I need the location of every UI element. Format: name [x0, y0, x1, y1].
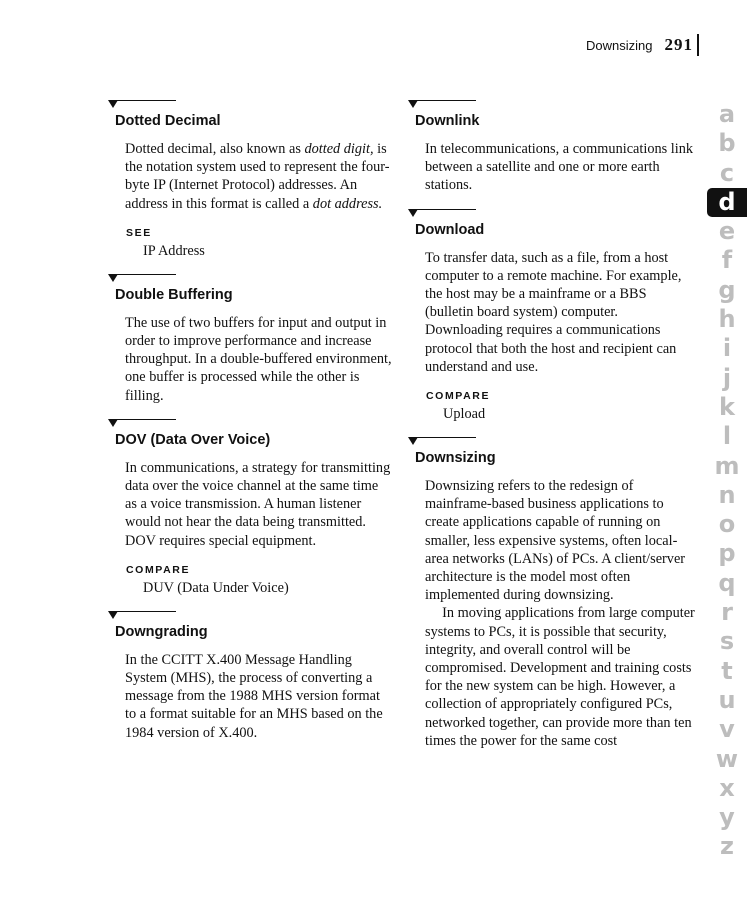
triangle-marker-icon — [108, 419, 118, 427]
entry-definition — [425, 249, 698, 376]
entry-definition — [125, 651, 393, 742]
entry-marker — [108, 611, 393, 621]
thumb-tab-n[interactable]: n — [718, 480, 736, 509]
thumb-tab-v[interactable]: v — [719, 715, 735, 744]
entry-rule — [410, 209, 476, 210]
thumb-tab-p[interactable]: p — [718, 539, 736, 568]
thumb-tab-g[interactable]: g — [718, 275, 736, 304]
cross-reference-link[interactable]: Upload — [443, 406, 486, 423]
definition-paragraph: To transfer data, such as a file, from a host computer to a remote machine. For example, the host may be a mainframe or a BBS (bulletin board system) computer. Downloading requires a communications protocol that both the host and recipient can understand and use. — [425, 249, 682, 375]
running-head-rule — [697, 34, 699, 56]
definition-paragraph: Downsizing refers to the redesign of mainframe-based business applications to create applications capable of running on smaller, less expensive systems, often local-area networks (LANs) of PCs. A client/server architecture is the model most often implemented during downsizing. — [425, 478, 686, 604]
alphabet-thumb-index — [707, 100, 747, 862]
thumb-tab-c[interactable]: c — [719, 158, 735, 187]
entry-definition — [125, 140, 393, 213]
cross-reference-link[interactable]: DUV (Data Under Voice) — [143, 579, 289, 596]
entry-rule — [110, 611, 176, 612]
definition-paragraph: The use of two buffers for input and output in order to improve performance and increase throughput. In a double-buffered environment, one buffer is processed while the other is filling. — [125, 314, 392, 404]
entry-term: DOV (Data Over Voice) — [115, 431, 271, 448]
entry-rule — [110, 419, 176, 420]
entry-downgrading — [108, 611, 393, 742]
entry-marker — [408, 100, 698, 110]
entry-downsizing — [408, 437, 698, 750]
entry-marker — [408, 209, 698, 219]
entry-dotted-decimal — [108, 100, 393, 260]
thumb-tab-h[interactable]: h — [718, 305, 736, 334]
entry-dov-data-over-voice — [108, 419, 393, 597]
thumb-tab-f[interactable]: f — [721, 246, 733, 275]
thumb-tab-i[interactable]: i — [722, 334, 732, 363]
thumb-tab-o[interactable]: o — [718, 510, 736, 539]
entry-rule — [110, 274, 176, 275]
thumb-tab-s[interactable]: s — [719, 627, 735, 656]
definition-paragraph: In telecommunications, a communications link between a satellite and one or more earth stations. — [425, 141, 694, 194]
entry-rule — [110, 100, 176, 101]
entry-marker — [108, 419, 393, 429]
thumb-tab-r[interactable]: r — [721, 598, 733, 627]
definition-paragraph: In communications, a strategy for transmitting data over the voice channel at the same time as a voice transmission. A human listener would not hear the data being transmitted. DOV requires special equipment. — [125, 459, 391, 549]
thumb-tab-y[interactable]: y — [719, 803, 735, 832]
triangle-marker-icon — [108, 100, 118, 108]
entry-marker — [108, 100, 393, 110]
entry-term: Downsizing — [415, 450, 496, 467]
cross-reference-label: COMPARE — [126, 563, 191, 576]
entry-definition — [125, 459, 393, 550]
thumb-tab-k[interactable]: k — [719, 392, 735, 421]
entry-definition — [425, 140, 698, 195]
entry-marker — [108, 274, 393, 284]
triangle-marker-icon — [408, 100, 418, 108]
entry-rule — [410, 437, 476, 438]
triangle-marker-icon — [108, 611, 118, 619]
page-number: 291 — [664, 35, 693, 54]
thumb-tab-j[interactable]: j — [722, 363, 732, 392]
entry-rule — [410, 100, 476, 101]
entry-term: Downgrading — [115, 623, 208, 640]
entry-term: Dotted Decimal — [115, 113, 221, 129]
definition-paragraph: In moving applications from large computer systems to PCs, it is possible that security, integrity, and overall control will be compromised. Development and training costs for the new system can be high. However, a collection of appropriately configured PCs, networked together, can provide more than ten times the power for the same cost — [425, 605, 695, 749]
triangle-marker-icon — [408, 437, 418, 445]
thumb-tab-m[interactable]: m — [714, 451, 740, 480]
triangle-marker-icon — [108, 274, 118, 282]
right-column — [408, 100, 698, 764]
entry-download — [408, 209, 698, 423]
entry-definition — [125, 314, 393, 405]
thumb-tab-d[interactable]: d — [707, 188, 747, 217]
cross-reference-link[interactable]: IP Address — [143, 242, 205, 259]
thumb-tab-b[interactable]: b — [718, 129, 736, 158]
entry-term: Double Buffering — [115, 286, 233, 303]
entry-term: Download — [415, 221, 485, 238]
running-head-section: Downsizing — [586, 38, 653, 53]
definition-paragraph: Dotted decimal, also known as dotted digit, is the notation system used to represent the four-byte IP (Internet Protocol) addresses. An address in this format is called a dot address. — [125, 141, 390, 212]
thumb-tab-l[interactable]: l — [722, 422, 732, 451]
entry-marker — [408, 437, 698, 447]
entry-double-buffering — [108, 274, 393, 405]
triangle-marker-icon — [408, 209, 418, 217]
thumb-tab-t[interactable]: t — [721, 656, 733, 685]
cross-reference-label: COMPARE — [426, 390, 491, 403]
entry-definition — [425, 477, 698, 750]
thumb-tab-e[interactable]: e — [718, 217, 736, 246]
cross-reference-label: SEE — [126, 226, 152, 239]
thumb-tab-a[interactable]: a — [718, 100, 736, 128]
left-column — [108, 100, 393, 756]
thumb-tab-z[interactable]: z — [720, 832, 734, 861]
thumb-tab-q[interactable]: q — [718, 568, 736, 597]
thumb-tab-u[interactable]: u — [718, 685, 736, 714]
entry-term: Downlink — [415, 113, 480, 129]
definition-paragraph: In the CCITT X.400 Message Handling System (MHS), the process of converting a message from the 1988 MHS version format to a format suitable for an MHS based on the 1984 version of X.400. — [125, 651, 383, 741]
running-head — [586, 36, 693, 54]
thumb-tab-x[interactable]: x — [719, 773, 735, 802]
thumb-tab-w[interactable]: w — [715, 744, 739, 773]
entry-downlink — [408, 100, 698, 195]
